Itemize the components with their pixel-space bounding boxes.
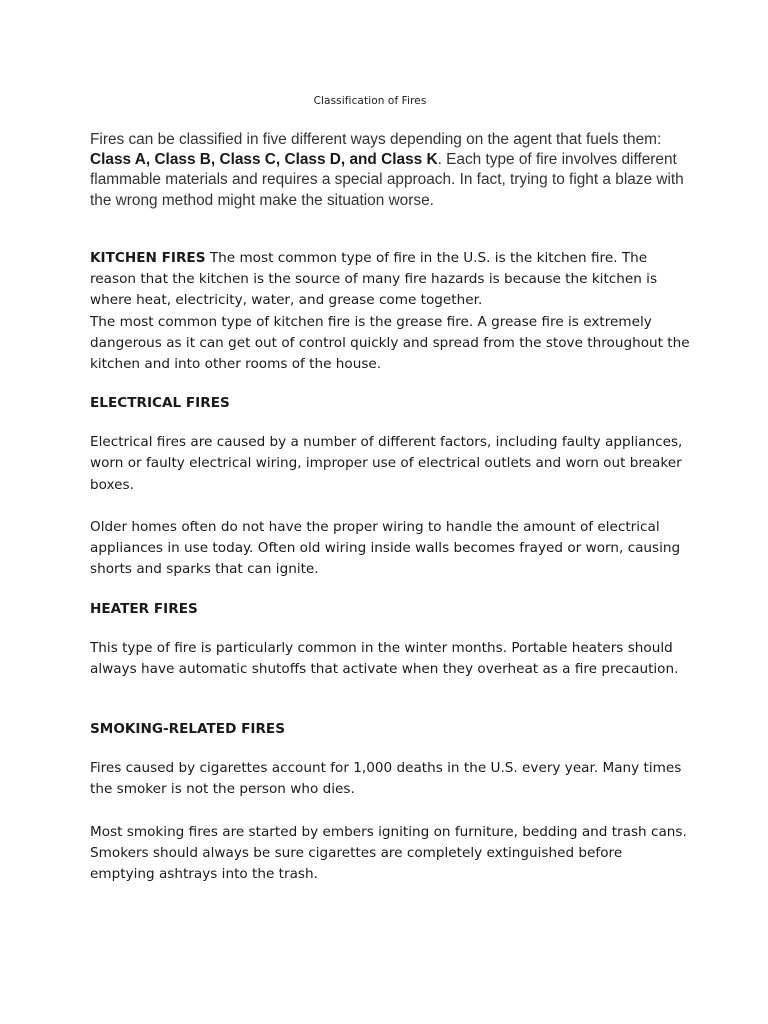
document-title: Classification of Fires — [313, 95, 427, 107]
smoking-section — [90, 719, 690, 885]
electrical-heading: ELECTRICAL FIRES — [90, 395, 230, 411]
smoking-paragraph-1: Fires caused by cigarettes account for 1,000 deaths in the U.S. every year. Many times the smoker is not the person who dies. — [90, 760, 682, 798]
heater-section — [90, 599, 690, 681]
intro-text-end: . Each type of fire involves different flammable materials and requires a special approach. In fact, trying to fight a blaze with the wrong method might make the situation worse. — [90, 151, 684, 209]
kitchen-paragraph-2: The most common type of kitchen fire is the grease fire. A grease fire is extremely dangerous as it can get out of control quickly and spread from the stove throughout the kitchen and into other rooms of the house. — [90, 313, 690, 373]
electrical-paragraph-1: Electrical fires are caused by a number of different factors, including faulty appliances, worn or faulty electrical wiring, improper use of electrical outlets and worn out breaker boxes. — [90, 434, 683, 493]
smoking-paragraph-2: Most smoking fires are started by embers igniting on furniture, bedding and trash cans. Smokers should always be sure cigarettes are completely extinguished before emptying ashtrays into the trash. — [90, 823, 687, 883]
kitchen-paragraph-1 — [90, 248, 690, 312]
smoking-heading: SMOKING-RELATED FIRES — [90, 721, 285, 737]
heater-paragraph: This type of fire is particularly common in the winter months. Portable heaters should always have automatic shutoffs that activate when they overheat as a fire precaution. — [90, 640, 679, 678]
kitchen-text-1: The most common type of fire in the U.S. is the kitchen fire. The reason that the kitchen is the source of many fire hazards is because the kitchen is where heat, electricity, water, and grease come together. — [90, 250, 658, 309]
intro-paragraph — [90, 130, 690, 211]
electrical-paragraph-2: Older homes often do not have the proper wiring to handle the amount of electrical appliances in use today. Often old wiring inside walls becomes frayed or worn, causing shorts and sparks that can ignite. — [90, 518, 681, 578]
electrical-section — [90, 393, 690, 580]
intro-text-start: Fires can be classified in five different ways depending on the agent that fuels them: — [90, 131, 662, 148]
kitchen-heading: KITCHEN FIRES — [90, 250, 206, 266]
heater-heading: HEATER FIRES — [90, 601, 198, 617]
kitchen-section — [90, 248, 690, 375]
fire-classes-list: Class A, Class B, Class C, Class D, and Class K — [90, 151, 438, 169]
